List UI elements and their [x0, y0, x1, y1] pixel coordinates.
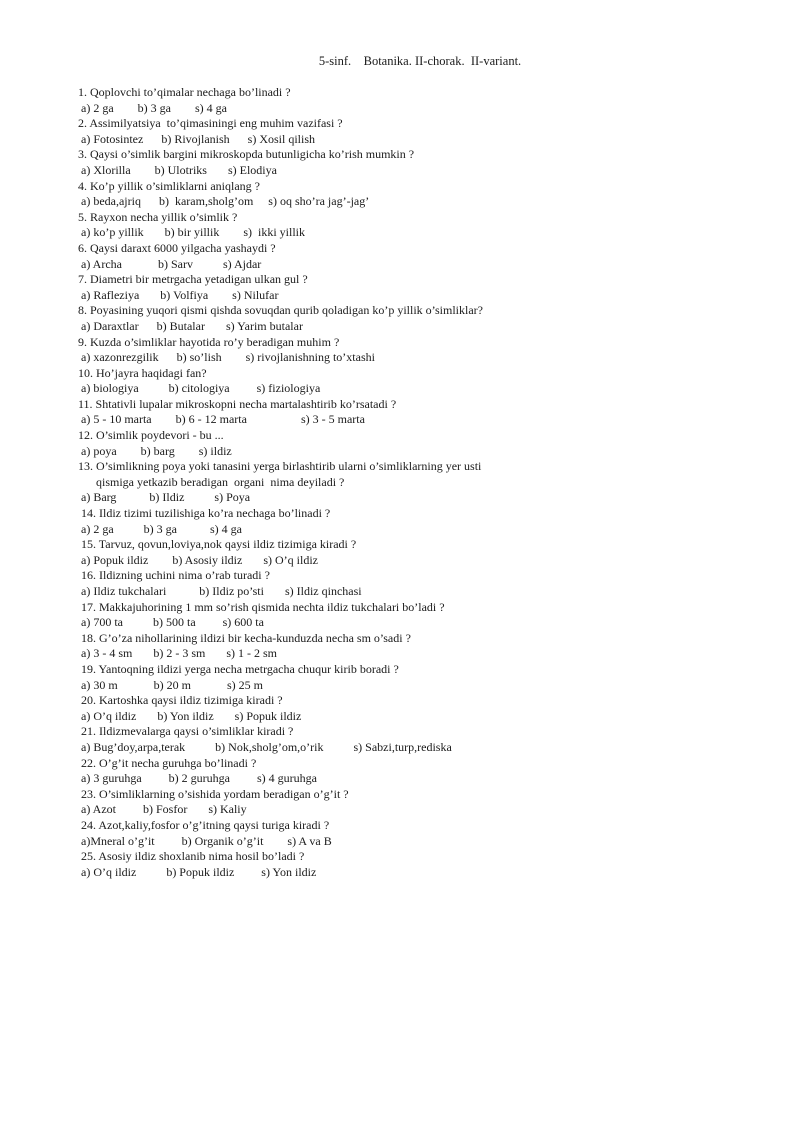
answer-options: a) Daraxtlar b) Butalar s) Yarim butalar [78, 318, 303, 333]
question-item [78, 335, 558, 366]
question-item [78, 849, 558, 880]
answer-options: a) 2 ga b) 3 ga s) 4 ga [78, 521, 242, 536]
answer-options: a) O’q ildiz b) Popuk ildiz s) Yon ildiz [78, 864, 317, 879]
answer-options: a) 5 - 10 marta b) 6 - 12 marta s) 3 - 5 marta [78, 412, 365, 427]
question-text: 23. O’simliklarning o’sishida yordam beradigan o’g’it ? [78, 786, 349, 801]
question-item [78, 693, 558, 724]
question-item [78, 568, 558, 599]
question-text: 17. Makkajuhorining 1 mm so’rish qismida nechta ildiz tukchalari bo’ladi ? [78, 599, 445, 614]
answer-options: a) ko’p yillik b) bir yillik s) ikki yillik [78, 225, 305, 240]
question-item [78, 787, 558, 818]
question-item [78, 397, 558, 428]
question-text: 1. Qoplovchi to’qimalar nechaga bo’linadi ? [78, 85, 291, 99]
question-text: 22. O’g’it necha guruhga bo’linadi ? [78, 755, 257, 770]
question-text: 10. Ho’jayra haqidagi fan? [78, 365, 207, 380]
answer-options: a) biologiya b) citologiya s) fiziologiya [78, 381, 321, 396]
question-list [78, 85, 558, 880]
question-item [78, 428, 558, 459]
question-text: 14. Ildiz tizimi tuzilishiga ko’ra nechaga bo’linadi ? [78, 506, 331, 521]
answer-options: a)Mneral o’g’it b) Organik o’g’it s) A va B [78, 833, 332, 848]
question-text: 4. Ko’p yillik o’simliklarni aniqlang ? [78, 178, 260, 193]
answer-options: a) poya b) barg s) ildiz [78, 443, 232, 458]
question-item [78, 272, 558, 303]
answer-options: a) xazonrezgilik b) so’lish s) rivojlanishning to’xtashi [78, 350, 375, 365]
answer-options: a) Ildiz tukchalari b) Ildiz po’sti s) Ildiz qinchasi [78, 584, 362, 598]
question-item [78, 537, 558, 568]
question-text: 20. Kartoshka qaysi ildiz tizimiga kiradi ? [78, 693, 283, 708]
question-text: 19. Yantoqning ildizi yerga necha metrgacha chuqur kirib boradi ? [78, 661, 399, 676]
answer-options: a) 700 ta b) 500 ta s) 600 ta [78, 615, 264, 630]
question-text: 8. Poyasining yuqori qismi qishda sovuqdan qurib qoladigan ko’p yillik o’simliklar? [78, 303, 483, 318]
question-text: 13. O’simlikning poya yoki tanasini yerga birlashtirib ularni o’simliklarning yer usti [78, 459, 482, 474]
question-text: 12. O’simlik poydevori - bu ... [78, 428, 224, 443]
question-item [78, 631, 558, 662]
question-item [78, 459, 558, 506]
question-item [78, 210, 558, 241]
page-header: 5-sinf. Botanika. II-chorak. II-variant. [318, 54, 522, 68]
question-item [78, 303, 558, 334]
answer-options: a) 3 guruhga b) 2 guruhga s) 4 guruhga [78, 771, 317, 786]
question-text: 18. G’o’za nihollarining ildizi bir kecha-kunduzda necha sm o’sadi ? [78, 630, 411, 645]
question-text: 5. Rayxon necha yillik o’simlik ? [78, 209, 238, 224]
question-text: 9. Kuzda o’simliklar hayotida ro’y beradigan muhim ? [78, 334, 340, 349]
question-item [78, 241, 558, 272]
question-text: 21. Ildizmevalarga qaysi o’simliklar kiradi ? [78, 724, 294, 739]
question-item [78, 600, 558, 631]
question-text: 3. Qaysi o’simlik bargini mikroskopda butunligicha ko’rish mumkin ? [78, 147, 415, 162]
question-text: 24. Azot,kaliy,fosfor o’g’itning qaysi turiga kiradi ? [78, 817, 330, 832]
question-item [78, 506, 558, 537]
answer-options: qismiga yetkazib beradigan organi nima deyiladi ? a) Barg b) Ildiz s) Poya [81, 474, 345, 505]
question-item [78, 756, 558, 787]
answer-options: a) Azot b) Fosfor s) Kaliy [78, 802, 247, 817]
answer-options: a) 2 ga b) 3 ga s) 4 ga [78, 100, 227, 115]
answer-options: a) Xlorilla b) Ulotriks s) Elodiya [78, 162, 277, 177]
question-text: 7. Diametri bir metrgacha yetadigan ulkan gul ? [78, 272, 308, 287]
answer-options: a) beda,ajriq b) karam,sholg’om s) oq sho’ra jag’-jag’ [78, 194, 370, 209]
question-item [78, 85, 558, 116]
answer-options: a) Archa b) Sarv s) Ajdar [78, 256, 262, 271]
answer-options: a) Fotosintez b) Rivojlanish s) Xosil qilish [78, 131, 315, 146]
answer-options: a) 30 m b) 20 m s) 25 m [78, 677, 263, 692]
answer-options: a) Bug’doy,arpa,terak b) Nok,sholg’om,o’rik s) Sabzi,turp,rediska [78, 739, 452, 754]
question-item [78, 724, 558, 755]
question-item [78, 116, 558, 147]
answer-options: a) Popuk ildiz b) Asosiy ildiz s) O’q ildiz [78, 552, 318, 567]
question-text: 11. Shtativli lupalar mikroskopni necha martalashtirib ko’rsatadi ? [78, 396, 397, 411]
question-item [78, 179, 558, 210]
question-text: 2. Assimilyatsiya to’qimasiningi eng muhim vazifasi ? [78, 116, 343, 131]
question-text: 16. Ildizning uchini nima o’rab turadi ? [78, 568, 270, 583]
answer-options: a) Rafleziya b) Volfiya s) Nilufar [78, 287, 279, 302]
answer-options: a) 3 - 4 sm b) 2 - 3 sm s) 1 - 2 sm [78, 646, 277, 661]
answer-options: a) O’q ildiz b) Yon ildiz s) Popuk ildiz [78, 708, 302, 723]
question-item [78, 366, 558, 397]
question-text: 6. Qaysi daraxt 6000 yilgacha yashaydi ? [78, 240, 276, 255]
question-item [78, 818, 558, 849]
question-item [78, 147, 558, 178]
question-item [78, 662, 558, 693]
question-text: 15. Tarvuz, qovun,loviya,nok qaysi ildiz tizimiga kiradi ? [78, 537, 357, 552]
question-text: 25. Asosiy ildiz shoxlanib nima hosil bo’ladi ? [78, 849, 305, 864]
